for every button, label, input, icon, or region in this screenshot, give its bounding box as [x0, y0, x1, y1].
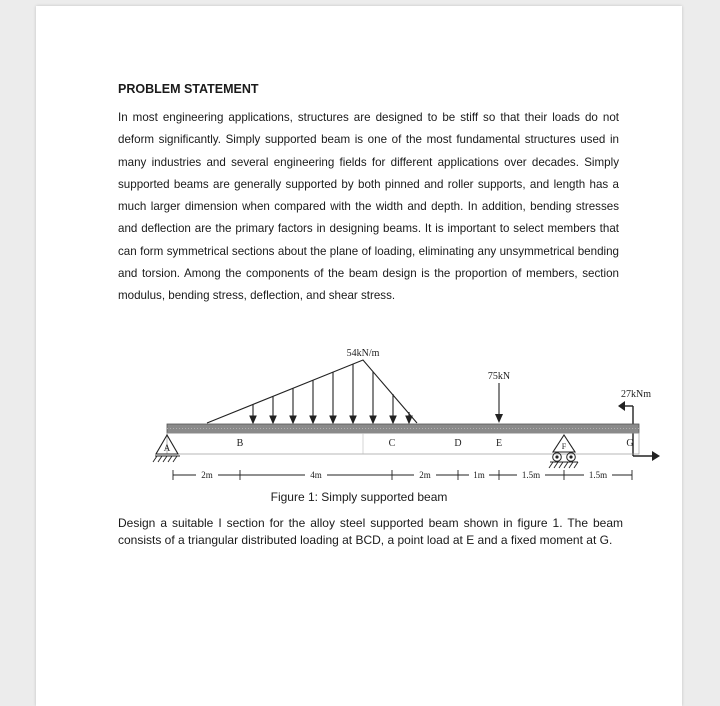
load-arrow-head	[290, 416, 296, 423]
hatch	[574, 462, 578, 468]
hatch	[554, 462, 558, 468]
document-page	[36, 6, 682, 706]
distributed-load-label: 54kN/m	[346, 348, 380, 359]
beam	[167, 424, 639, 433]
moment-label: 27kNm	[621, 389, 651, 400]
design-task-paragraph: Design a suitable I section for the alloy steel supported beam shown in figure 1. The beam consists of a triangular distributed loading at BCD, a point load at E and a fixed moment at G.	[118, 516, 623, 547]
hatch	[569, 462, 573, 468]
hatch	[153, 456, 157, 462]
point-f-label: F	[561, 442, 567, 451]
dimension-line	[173, 470, 632, 480]
ground-hatch-f	[549, 462, 578, 468]
load-arrow-head	[370, 416, 376, 423]
load-arrow-head	[250, 416, 256, 423]
dim-fg-label: 1.5m	[588, 470, 608, 480]
hatch	[158, 456, 162, 462]
ground-hatch-a	[153, 456, 180, 462]
dim-ab-label: 2m	[201, 470, 213, 480]
hatch	[549, 462, 553, 468]
point-g-label: G	[626, 438, 634, 449]
point-load-arrow-head	[495, 414, 503, 423]
load-arrow-head	[350, 416, 356, 423]
beam-diagram	[116, 340, 661, 510]
dim-ef-label: 1.5m	[521, 470, 541, 480]
dim-bc-label: 4m	[310, 470, 322, 480]
moment-arrow-top-head	[618, 401, 625, 411]
dim-de-label: 1m	[473, 470, 485, 480]
load-arrow-head	[310, 416, 316, 423]
problem-statement-heading: PROBLEM STATEMENT	[118, 82, 259, 96]
problem-statement-paragraph: In most engineering applications, structures are designed to be stiff so that their loads do not deform significantly. Simply supported beam is one of the most fundamental structures used in many industries and several engineering fields for different applications over decades. Simply supported beams are generally supported by both pinned and roller supports, and length has a much larger dimension when compared with the width and depth. In addition, bending stresses and deflection are the primary factors in designing beams. It is important to select members that can form symmetrical sections about the plane of loading, eliminating any unsymmetrical bending and torsion. Among the components of the beam design is the proportion of members, section modulus, bending stress, deflection, and shear stress.	[118, 111, 619, 303]
roller-wheel-hub	[555, 455, 558, 458]
point-d-label: D	[454, 438, 462, 449]
load-arrow-head	[270, 416, 276, 423]
load-arrow-head	[330, 416, 336, 423]
dim-cd-label: 2m	[419, 470, 431, 480]
point-e-label: E	[495, 438, 503, 449]
figure-caption: Figure 1: Simply supported beam	[270, 490, 448, 504]
load-arrow-head	[406, 416, 412, 423]
point-a-label: A	[163, 443, 171, 453]
hatch	[564, 462, 568, 468]
hatch	[163, 456, 167, 462]
hatch	[173, 456, 177, 462]
hatch	[559, 462, 563, 468]
hatch	[168, 456, 172, 462]
moment-arrow-bottom-head	[652, 451, 660, 461]
roller-wheel-hub	[569, 455, 572, 458]
point-c-label: C	[388, 438, 396, 449]
point-b-label: B	[236, 438, 244, 449]
point-load-label: 75kN	[487, 371, 511, 382]
beam-figure	[116, 340, 661, 510]
distributed-load-triangle	[207, 360, 417, 423]
load-arrow-head	[390, 416, 396, 423]
